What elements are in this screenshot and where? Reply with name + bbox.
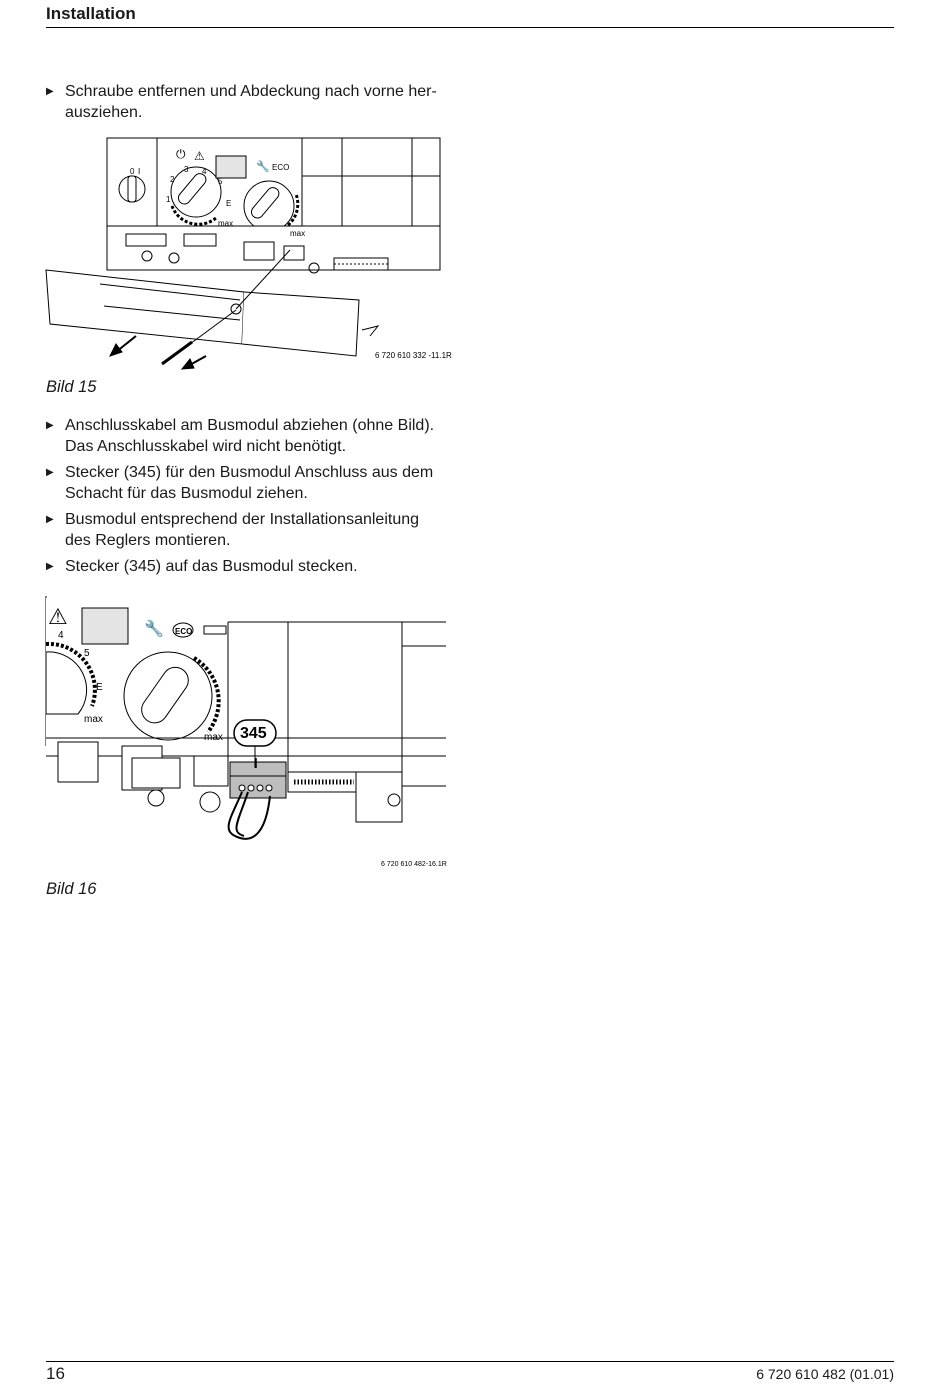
dial-label-2: 2 [170, 175, 175, 184]
instruction-step [46, 462, 456, 504]
step-text: Schraube entfernen und Abdeckung nach vorne her- ausziehen. [65, 83, 437, 121]
instruction-step [46, 556, 456, 577]
max-label-left: max [84, 714, 103, 725]
bullet-triangle-icon: ▶ [46, 467, 54, 478]
dial-label-4: 4 [202, 167, 207, 176]
figure-16-code: 6 720 610 482-16.1R [381, 861, 447, 868]
max-label-right: max [204, 732, 223, 743]
step-text: Stecker (345) für den Busmodul Anschluss aus dem Schacht für das Busmodul ziehen. [65, 464, 434, 502]
callout-345: 345 [240, 725, 267, 742]
dial-label-3: 3 [184, 165, 189, 174]
instruction-step [46, 509, 456, 551]
figure-15-code: 6 720 610 332 -11.1R [375, 351, 452, 360]
section-title: Installation [46, 4, 136, 23]
instruction-step [46, 415, 456, 457]
eco-label: ECO [272, 163, 290, 172]
figure-15-illustration [44, 134, 452, 374]
bullet-triangle-icon: ▶ [46, 86, 54, 97]
dial-label-5: 5 [218, 177, 223, 186]
dial-label-e: E [96, 682, 103, 693]
figure-16-illustration [44, 596, 448, 870]
dial-label-4: 4 [58, 630, 64, 641]
wrench-icon: 🔧 [144, 621, 164, 638]
power-off-label: 0 [130, 167, 135, 176]
header-rule [46, 27, 894, 28]
step-text: Anschlusskabel am Busmodul abziehen (ohne Bild). Das Anschlusskabel wird nicht benötigt. [65, 417, 435, 455]
power-on-label: I [138, 167, 141, 176]
dial-label-5: 5 [84, 648, 90, 659]
dial-label-1: 1 [166, 195, 171, 204]
max-label-right: max [290, 229, 306, 238]
footer-rule [46, 1361, 894, 1362]
warning-icon: ⚠ [194, 149, 205, 163]
page-number: 16 [46, 1364, 65, 1383]
eco-label: ECO [175, 627, 193, 636]
step-text: Busmodul entsprechend der Installationsanleitung des Reglers montieren. [65, 511, 420, 549]
dial-label-e: E [226, 199, 232, 208]
step-text: Stecker (345) auf das Busmodul stecken. [65, 558, 358, 575]
document-number: 6 720 610 482 (01.01) [756, 1366, 894, 1382]
bullet-triangle-icon: ▶ [46, 420, 54, 431]
warning-icon: ⚠ [48, 604, 68, 629]
instruction-step [46, 81, 456, 123]
figure-15-caption: Bild 15 [46, 378, 97, 396]
figure-16-caption: Bild 16 [46, 880, 97, 898]
bullet-triangle-icon: ▶ [46, 514, 54, 525]
power-icon: ⏻ [176, 147, 186, 161]
bullet-triangle-icon: ▶ [46, 561, 54, 572]
max-label-left: max [218, 219, 234, 228]
wrench-icon: 🔧 [256, 161, 270, 173]
